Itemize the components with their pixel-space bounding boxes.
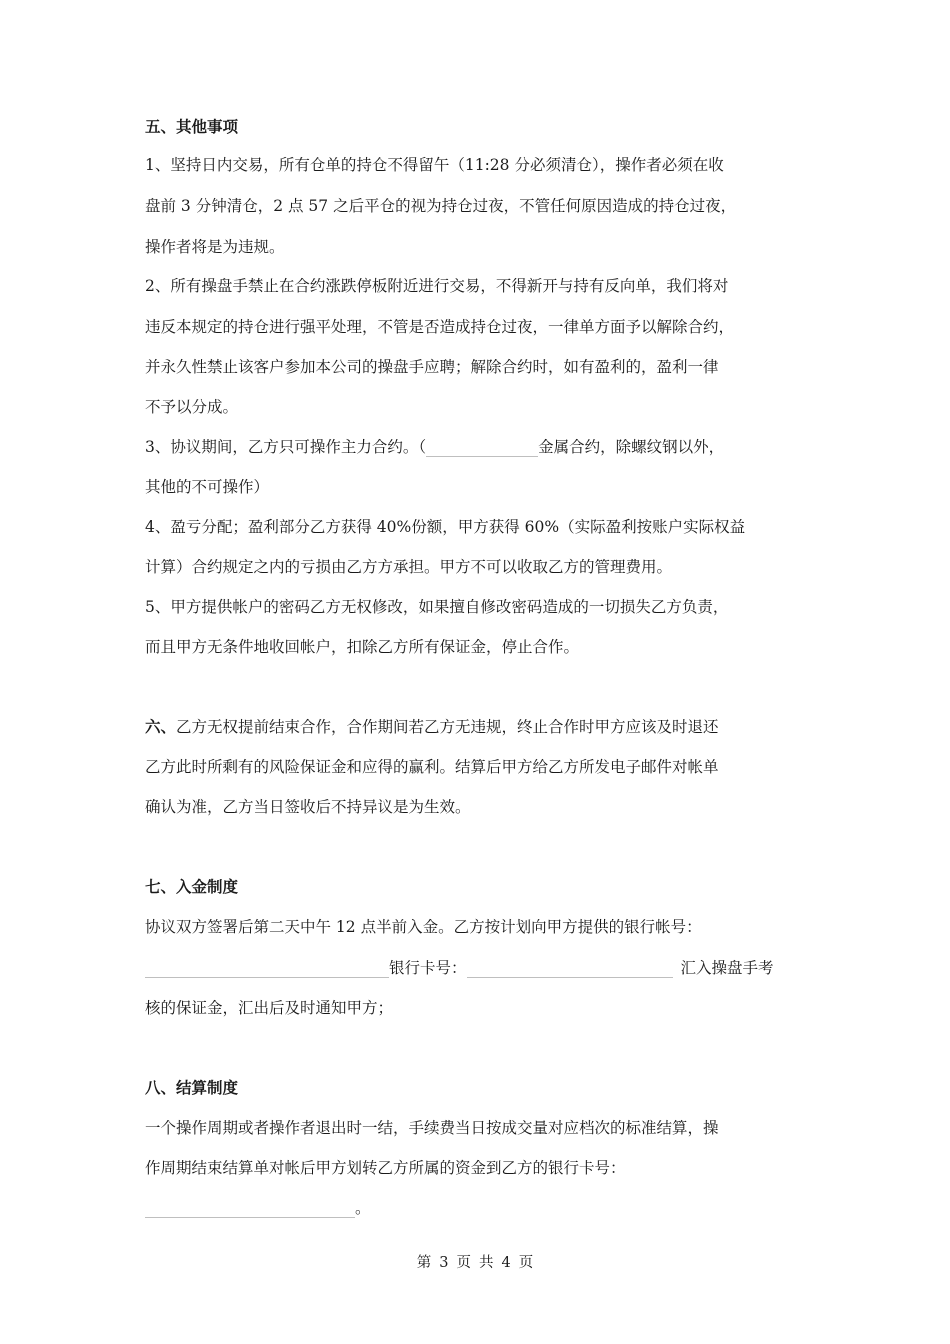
settlement-card-blank [145, 1200, 355, 1218]
section5-item2-line1: 2、所有操盘手禁止在合约涨跌停板附近进行交易，不得新开与持有反向单，我们将对 [145, 277, 729, 295]
section7-line2-end: 汇入操盘手考 [680, 959, 774, 977]
section7-line2 [145, 958, 825, 978]
section5-item2-line3: 并永久性禁止该客户参加本公司的操盘手应聘；解除合约时，如有盈利的，盈利一律 [145, 358, 719, 376]
section5-item5-line2: 而且甲方无条件地收回帐户，扣除乙方所有保证金，停止合作。 [145, 638, 580, 656]
footer-suffix: 页 [518, 1255, 534, 1271]
section5-item3-text-before: 3、协议期间，乙方只可操作主力合约。（ [145, 438, 427, 456]
section8-title: 八、结算制度 [145, 1079, 239, 1097]
section5-item2-line4: 不予以分成。 [145, 398, 239, 416]
footer-total-pages: 4 [501, 1255, 511, 1271]
section5-item5-line1: 5、甲方提供帐户的密码乙方无权修改，如果擅自修改密码造成的一切损失乙方负责， [145, 598, 729, 616]
footer-page-word: 页 [456, 1255, 471, 1271]
section7-title: 七、入金制度 [145, 878, 239, 896]
page-footer [0, 1253, 950, 1273]
section6-line3: 确认为准，乙方当日签收后不持异议是为生效。 [145, 798, 471, 816]
section5-item4-line2: 计算）合约规定之内的亏损由乙方方承担。甲方不可以收取乙方的管理费用。 [145, 558, 673, 576]
section5-item1-line1: 1、坚持日内交易，所有仓单的持仓不得留午（11:28 分必须清仓），操作者必须在收 [145, 156, 724, 174]
section6-line2: 乙方此时所剩有的风险保证金和应得的赢利。结算后甲方给乙方所发电子邮件对帐单 [145, 758, 719, 776]
section5-item3-text-after: 金属合约，除螺纹钢以外， [538, 438, 725, 456]
section5-item3-line1 [145, 437, 825, 457]
section8-line3-end: 。 [355, 1199, 371, 1217]
footer-page-number: 3 [439, 1255, 449, 1271]
section8-line2: 作周期结束结算单对帐后甲方划转乙方所属的资金到乙方的银行卡号： [145, 1159, 626, 1177]
section5-title: 五、其他事项 [145, 118, 239, 136]
section5-item1-line2: 盘前 3 分钟清仓，2 点 57 之后平仓的视为持仓过夜，不管任何原因造成的持仓过夜， [145, 197, 737, 215]
section6-line1-text: 乙方无权提前结束合作，合作期间若乙方无违规，终止合作时甲方应该及时退还 [176, 718, 719, 736]
bank-card-number-blank [467, 960, 673, 978]
bank-account-blank [145, 960, 389, 978]
section5-item4-line1: 4、盈亏分配；盈利部分乙方获得 40%份额，甲方获得 60%（实际盈利按账户实际权益 [145, 518, 746, 536]
footer-total-word: 共 [479, 1255, 494, 1271]
section5-item3-line2: 其他的不可操作） [145, 478, 270, 496]
section5-item2-line2: 违反本规定的持仓进行强平处理，不管是否造成持仓过夜，一律单方面予以解除合约， [145, 318, 735, 336]
footer-prefix: 第 [416, 1255, 432, 1271]
section7-line3: 核的保证金，汇出后及时通知甲方； [145, 999, 394, 1017]
section6-line1 [145, 717, 825, 737]
metal-contract-blank [426, 439, 538, 457]
section6-lead: 六、 [145, 718, 177, 736]
section5-item1-line3: 操作者将是为违规。 [145, 238, 285, 256]
section8-line1: 一个操作周期或者操作者退出时一结，手续费当日按成交量对应档次的标准结算，操 [145, 1119, 719, 1137]
section7-line1: 协议双方签署后第二天中午 12 点半前入金。乙方按计划向甲方提供的银行帐号： [145, 918, 702, 936]
section7-bank-card-label: 银行卡号： [389, 959, 467, 977]
section8-line3 [145, 1198, 825, 1218]
